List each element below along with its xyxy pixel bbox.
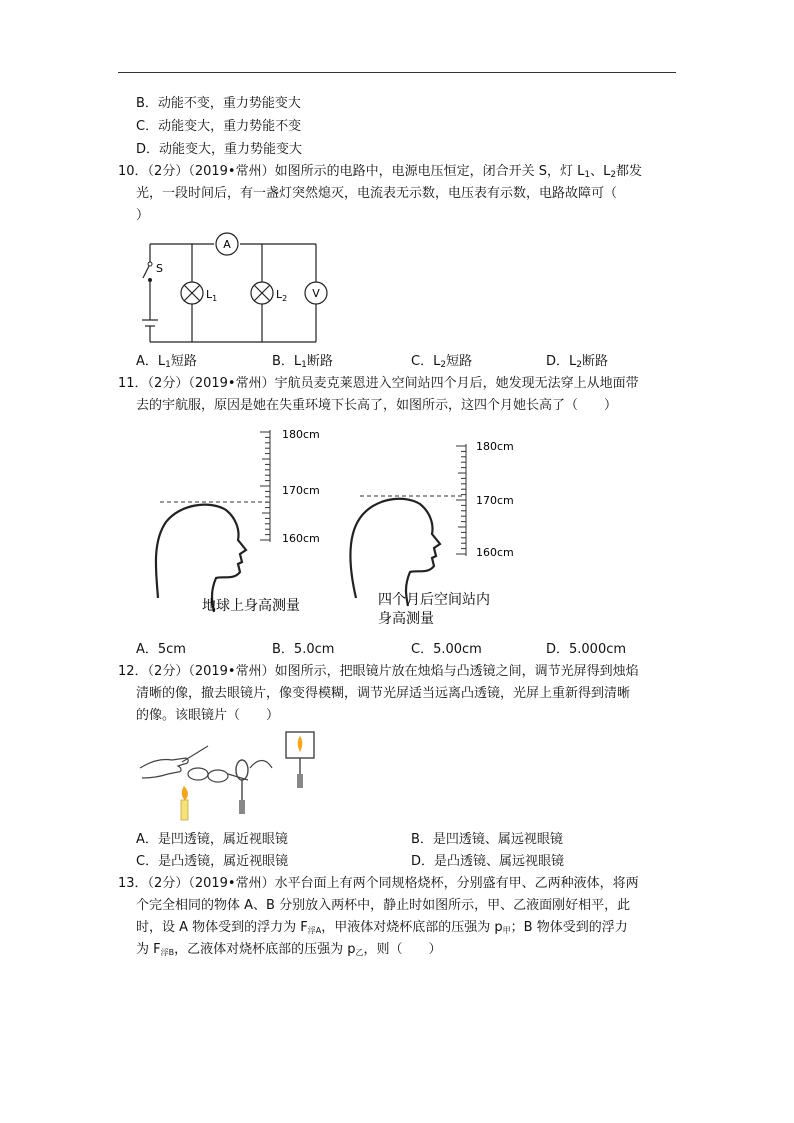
hand-icon bbox=[140, 758, 188, 778]
light-screen-icon bbox=[286, 732, 314, 788]
q13-stem-line1: 13．（2分）（2019•常州）水平台面上有两个同规格烧杯，分别盛有甲、乙两种液体，将两 bbox=[118, 876, 639, 891]
q13-stem-line2: 个完全相同的物体 A、B 分别放入两杯中，静止时如图所示，甲、乙液面刚好相平，此 bbox=[136, 898, 631, 913]
q10-option-c: C．$L_2$短路 bbox=[411, 354, 473, 370]
right-ruler-170: 170cm bbox=[476, 494, 514, 507]
q11-height-figure bbox=[150, 422, 530, 632]
q10-option-d: D．$L_2$断路 bbox=[546, 354, 609, 370]
q12-lens-figure bbox=[138, 728, 328, 824]
q12-option-b: B．是凹透镜、属远视眼镜 bbox=[411, 832, 563, 847]
q11-option-b: B．5.0cm bbox=[272, 642, 335, 657]
left-ruler-160: 160cm bbox=[282, 532, 320, 545]
q13-stem-line4: 为 $F_{浮B}$，乙液体对烧杯底部的压强为 $p_乙$，则（ ） bbox=[136, 942, 442, 957]
right-ruler-160: 160cm bbox=[476, 546, 514, 559]
q9-option-b: B．动能不变，重力势能变大 bbox=[136, 96, 301, 111]
q12-option-d: D．是凸透镜、属远视眼镜 bbox=[411, 854, 565, 869]
header-rule bbox=[118, 72, 676, 73]
q10-option-b: B．$L_1$断路 bbox=[272, 354, 333, 370]
candle-icon bbox=[181, 786, 188, 820]
eyeglass-lens-icon bbox=[188, 768, 208, 780]
q11-option-c: C．5.00cm bbox=[411, 642, 482, 657]
right-head-icon bbox=[351, 499, 441, 606]
caption-station-line2: 身高测量 bbox=[378, 611, 434, 627]
q13-stem-line3: 时，设 A 物体受到的浮力为 $F_{浮A}$，甲液体对烧杯底部的压强为 $p_甲$；B 物体受到的浮力 bbox=[136, 920, 628, 935]
q12-stem-line1: 12．（2分）（2019•常州）如图所示，把眼镜片放在烛焰与凸透镜之间，调节光屏得到烛焰 bbox=[118, 664, 639, 679]
right-ruler-180: 180cm bbox=[476, 440, 514, 453]
lamp-l2-icon bbox=[251, 282, 273, 304]
left-ruler bbox=[260, 430, 270, 542]
voltmeter-label: V bbox=[312, 287, 320, 300]
ammeter bbox=[216, 233, 238, 255]
caption-earth: 地球上身高测量 bbox=[202, 598, 300, 614]
left-head-icon bbox=[156, 505, 246, 612]
q9-option-d: D．动能变大，重力势能变大 bbox=[136, 142, 303, 157]
q12-option-a: A．是凹透镜，属近视眼镜 bbox=[136, 832, 288, 847]
left-ruler-170: 170cm bbox=[282, 484, 320, 497]
q10-stem-line3: ） bbox=[136, 208, 150, 223]
right-ruler bbox=[456, 444, 466, 556]
ammeter-label: A bbox=[223, 238, 231, 251]
q11-stem-line1: 11．（2分）（2019•常州）宇航员麦克莱恩进入空间站四个月后，她发现无法穿上从地面带 bbox=[118, 376, 639, 391]
convex-lens-icon bbox=[236, 760, 248, 814]
q10-option-a: A．$L_1$短路 bbox=[136, 354, 197, 370]
voltmeter bbox=[305, 282, 327, 304]
q10-circuit-diagram bbox=[130, 228, 330, 348]
caption-station-line1: 四个月后空间站内 bbox=[378, 592, 490, 608]
q12-option-c: C．是凸透镜，属近视眼镜 bbox=[136, 854, 289, 869]
q11-option-a: A．5cm bbox=[136, 642, 186, 657]
q11-option-d: D．5.000cm bbox=[546, 642, 627, 657]
lamp-l1-label: $L_1$ bbox=[206, 288, 218, 303]
q12-stem-line2: 清晰的像，撤去眼镜片，像变得模糊，调节光屏适当远离凸透镜，光屏上重新得到清晰 bbox=[136, 686, 631, 701]
q9-option-c: C．动能变大，重力势能不变 bbox=[136, 119, 302, 134]
switch-label: S bbox=[156, 262, 163, 275]
q12-stem-line3: 的像。该眼镜片（ ） bbox=[136, 708, 280, 723]
lamp-l2-label: $L_2$ bbox=[276, 288, 288, 303]
left-ruler-180: 180cm bbox=[282, 428, 320, 441]
q11-stem-line2: 去的宇航服，原因是她在失重环境下长高了，如图所示，这四个月她长高了（ ） bbox=[136, 398, 618, 413]
lamp-l1-icon bbox=[181, 282, 203, 304]
q10-stem-line1: 10．（2分）（2019•常州）如图所示的电路中，电源电压恒定，闭合开关 S，灯 $L_1$、$L_2$都发 bbox=[118, 164, 643, 180]
q10-stem-line2: 光，一段时间后，有一盏灯突然熄灭，电流表无示数，电压表有示数，电路故障可（ bbox=[136, 186, 618, 201]
